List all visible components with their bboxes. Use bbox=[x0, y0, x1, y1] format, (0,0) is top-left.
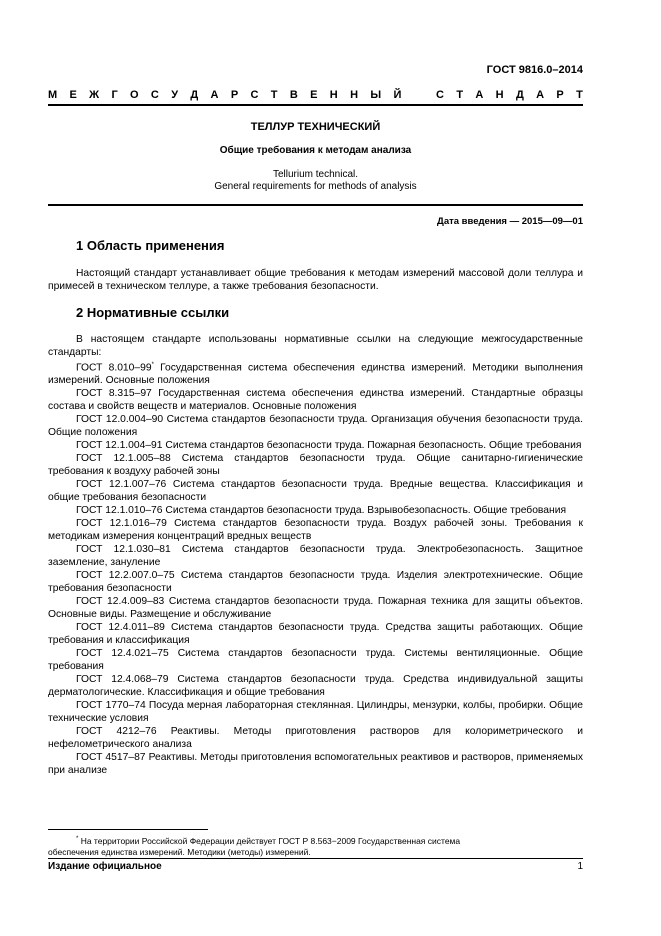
banner-letter: В bbox=[289, 89, 298, 101]
reference-title: Система стандартов безопасности труда. Воздух рабочей зоны. Требования к методикам измерения концентраций вредных веществ bbox=[48, 518, 583, 543]
reference-code: ГОСТ 1770–74 bbox=[76, 700, 146, 712]
reference-code: ГОСТ 4517–87 bbox=[76, 752, 146, 764]
banner-letter: С bbox=[250, 89, 259, 101]
reference-code: ГОСТ 12.1.030–81 bbox=[76, 544, 171, 556]
reference-item bbox=[48, 725, 583, 751]
footnote bbox=[48, 834, 583, 858]
header-rule bbox=[48, 104, 583, 106]
reference-code: ГОСТ 12.4.021–75 bbox=[76, 648, 169, 660]
reference-title: Реактивы. Методы приготовления вспомогательных реактивов и растворов, применяемых при анализе bbox=[48, 752, 583, 777]
reference-code: ГОСТ 4212–76 bbox=[76, 726, 157, 738]
reference-title: Система стандартов безопасности труда. Средства защиты работающих. Общие требования и классификация bbox=[48, 622, 583, 647]
reference-title: Система стандартов безопасности труда. Изделия электротехнические. Общие требования безопасности bbox=[48, 570, 583, 595]
banner-letter: Т bbox=[456, 89, 464, 101]
section-1-heading: 1 Область применения bbox=[76, 238, 225, 253]
footnote-marker: * bbox=[151, 362, 154, 368]
section-1-body bbox=[48, 267, 583, 293]
reference-code: ГОСТ 12.1.007–76 bbox=[76, 479, 167, 491]
banner-letter: М bbox=[48, 89, 58, 101]
banner-letter: Й bbox=[393, 89, 402, 101]
footnote-rule bbox=[48, 829, 208, 830]
reference-item bbox=[48, 621, 583, 647]
reference-item bbox=[48, 359, 583, 387]
footnote-line-2: обеспечения единства измерений. Методики (методы) измерений. bbox=[48, 846, 311, 857]
reference-item bbox=[48, 413, 583, 439]
banner-letter: У bbox=[171, 89, 179, 101]
footnote-line-1: * На территории Российской Федерации действует ГОСТ Р 8.563−2009 Государственная система bbox=[76, 835, 461, 846]
reference-item bbox=[48, 452, 583, 478]
gost-number: ГОСТ 9816.0–2014 bbox=[486, 64, 583, 76]
banner-letter: Р bbox=[230, 89, 239, 101]
banner-letter: Д bbox=[190, 89, 199, 101]
banner-letter: Н bbox=[495, 89, 504, 101]
reference-title: Система стандартов безопасности труда. Электробезопасность. Защитное заземление, зануление bbox=[48, 544, 583, 569]
english-title-line-1: Tellurium technical. bbox=[272, 169, 359, 180]
reference-code: ГОСТ 12.1.016–79 bbox=[76, 518, 167, 530]
banner-letter: Е bbox=[310, 89, 318, 101]
section-1-text: Настоящий стандарт устанавливает общие требования к методам измерений массовой доли теллура и примесей в техническом теллуре, а также требования безопасности. bbox=[48, 268, 583, 292]
reference-item bbox=[48, 439, 583, 452]
reference-title: Система стандартов безопасности труда. Взрывобезопасность. Общие требования bbox=[162, 505, 567, 517]
reference-code: ГОСТ 12.1.005–88 bbox=[76, 453, 171, 465]
reference-code: ГОСТ 12.4.009–83 bbox=[76, 596, 165, 608]
reference-code: ГОСТ 12.0.004–90 bbox=[76, 414, 164, 426]
page-number: 1 bbox=[577, 861, 583, 872]
banner-letter: А bbox=[210, 89, 219, 101]
reference-title: Государственная система обеспечения единства измерений. Стандартные образцы состава и свойств веществ и материалов. Основные положения bbox=[48, 388, 583, 413]
reference-item bbox=[48, 699, 583, 725]
section-2-body bbox=[48, 333, 583, 777]
reference-code: ГОСТ 8.010–99 bbox=[76, 362, 152, 374]
reference-item bbox=[48, 504, 583, 517]
reference-item bbox=[48, 543, 583, 569]
banner-letter: Н bbox=[350, 89, 359, 101]
banner-letter: Ж bbox=[89, 89, 100, 101]
reference-code: ГОСТ 8.315–97 bbox=[76, 388, 152, 400]
banner-letter: С bbox=[436, 89, 444, 101]
reference-item bbox=[48, 478, 583, 504]
footer-rule bbox=[48, 858, 583, 859]
reference-item bbox=[48, 751, 583, 777]
reference-title: Государственная система обеспечения единства измерений. Методики выполнения измерений. Основные положения bbox=[48, 362, 583, 387]
reference-item bbox=[48, 595, 583, 621]
reference-item bbox=[48, 387, 583, 413]
title-rule bbox=[48, 204, 583, 206]
reference-code: ГОСТ 12.4.068–79 bbox=[76, 674, 169, 686]
section-2-heading: 2 Нормативные ссылки bbox=[76, 305, 230, 320]
document-subtitle: Общие требования к методам анализа bbox=[219, 145, 412, 156]
footnote-mark: * bbox=[76, 836, 79, 842]
banner-letter: Т bbox=[576, 89, 583, 101]
reference-code: ГОСТ 12.1.010–76 bbox=[76, 505, 163, 517]
reference-item bbox=[48, 647, 583, 673]
banner-letter: Н bbox=[329, 89, 338, 101]
banner-letter: С bbox=[150, 89, 159, 101]
reference-title: Система стандартов безопасности труда. Вредные вещества. Классификация и общие требования безопасности bbox=[48, 479, 584, 504]
banner-letter: А bbox=[536, 89, 545, 101]
section-2-intro: В настоящем стандарте использованы нормативные ссылки на следующие межгосударственные стандарты: bbox=[48, 334, 583, 358]
english-title-line-2: General requirements for methods of analysis bbox=[214, 181, 417, 192]
banner-letter: Д bbox=[515, 89, 524, 101]
banner-letter: А bbox=[475, 89, 484, 101]
document-title: ТЕЛЛУР ТЕХНИЧЕСКИЙ bbox=[250, 121, 381, 133]
reference-code: ГОСТ 12.2.007.0–75 bbox=[76, 570, 175, 582]
reference-item bbox=[48, 569, 583, 595]
reference-code: ГОСТ 12.1.004–91 bbox=[76, 440, 163, 452]
reference-code: ГОСТ 12.4.011–89 bbox=[76, 622, 165, 634]
reference-title: Система стандартов безопасности труда. Средства индивидуальной защиты дерматологические. Классификация и общие требования bbox=[48, 674, 583, 699]
standard-type-banner bbox=[48, 89, 583, 101]
reference-title: Система стандартов безопасности труда. Системы вентиляционные. Общие требования bbox=[48, 648, 584, 673]
reference-title: Посуда мерная лабораторная стеклянная. Цилиндры, мензурки, колбы, пробирки. Общие технические условия bbox=[48, 700, 583, 725]
banner-letter: Е bbox=[69, 89, 77, 101]
banner-letter: О bbox=[130, 89, 139, 101]
reference-title: Система стандартов безопасности труда. Пожарная безопасность. Общие требования bbox=[162, 440, 582, 452]
reference-title: Система стандартов безопасности труда. Пожарная техника для защиты объектов. Основные виды. Размещение и обслуживание bbox=[48, 596, 583, 621]
reference-title: Система стандартов безопасности труда. Общие санитарно-гигиенические требования к воздуху рабочей зоны bbox=[48, 453, 584, 478]
reference-title: Система стандартов безопасности труда. Организация обучения безопасности труда. Общие положения bbox=[48, 414, 584, 439]
banner-letter: Г bbox=[111, 89, 118, 101]
english-title bbox=[48, 169, 583, 193]
reference-title: Реактивы. Методы приготовления растворов для колориметрического и нефелометрического анализа bbox=[48, 726, 583, 751]
reference-item bbox=[48, 673, 583, 699]
edition-label: Издание официальное bbox=[48, 861, 162, 872]
banner-letter: Ы bbox=[370, 89, 382, 101]
reference-item bbox=[48, 517, 583, 543]
banner-gap bbox=[414, 89, 424, 101]
banner-letter: Т bbox=[270, 89, 278, 101]
banner-letter: Р bbox=[556, 89, 564, 101]
introduction-date: Дата введения — 2015—09—01 bbox=[437, 216, 583, 227]
